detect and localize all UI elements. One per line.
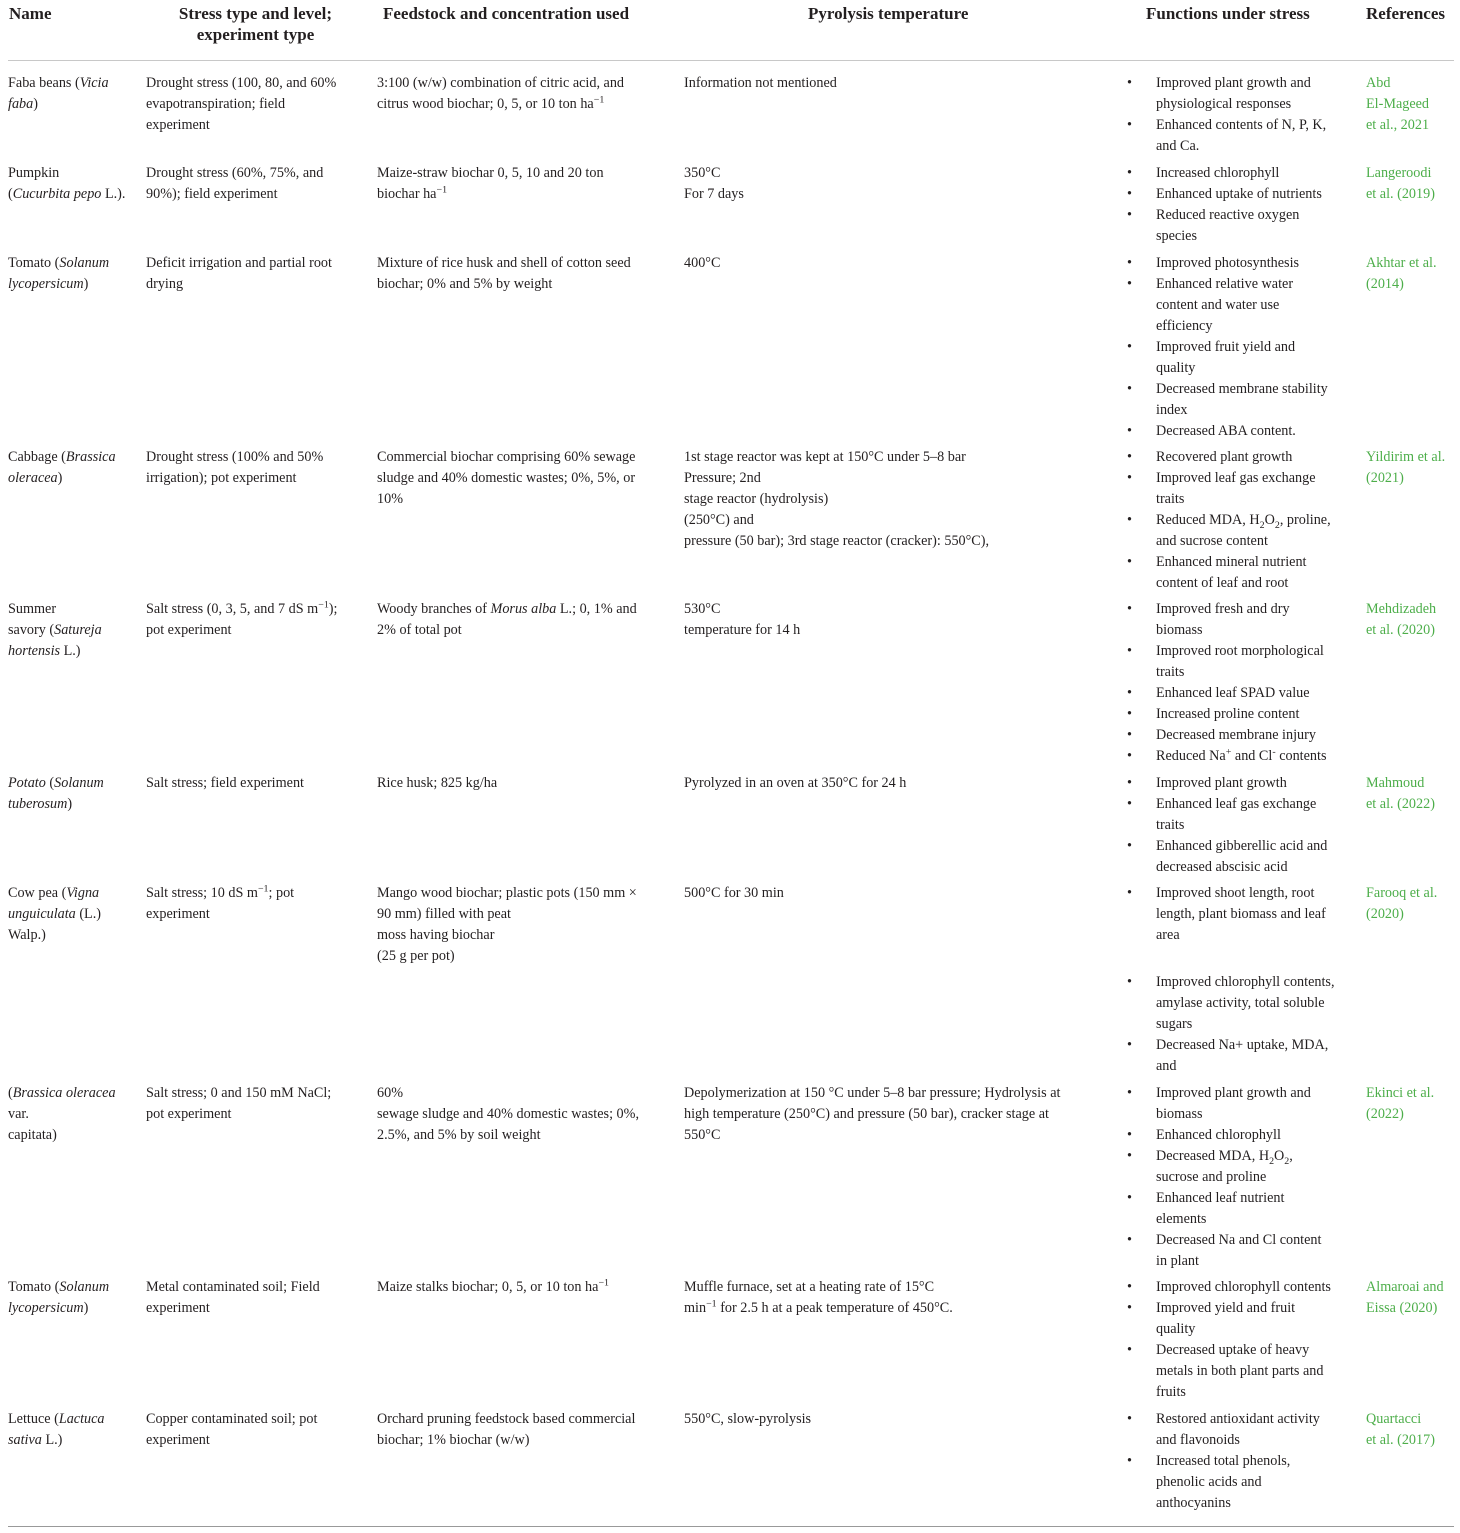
list-item: • Improved shoot length, root length, plant biomass and leaf area — [1127, 885, 1326, 943]
list-item: • Restored antioxidant activity and flavonoids — [1127, 1411, 1320, 1448]
cell-name: Tomato (Solanum lycopersicum) — [8, 1279, 110, 1316]
list-item: • Enhanced leaf gas exchange traits — [1127, 796, 1317, 833]
cell-stress: Copper contaminated soil; pot experiment — [146, 1411, 318, 1448]
list-item: • Reduced MDA, $H_2O_2$, proline, and sucrose content — [1127, 512, 1331, 549]
header-pyrolysis: Pyrolysis temperature — [808, 4, 969, 23]
bullet-icon: • — [1127, 1411, 1132, 1427]
bullet-icon: • — [1127, 1453, 1132, 1469]
list-item: • Recovered plant growth — [1127, 447, 1353, 468]
list-item: • Decreased Na and Cl content in plant — [1127, 1232, 1322, 1269]
cell-feedstock: Mixture of rice husk and shell of cotton seed biochar; 0% and 5% by weight — [377, 255, 631, 292]
cell-functions — [1127, 1083, 1353, 1272]
cell-stress: Deficit irrigation and partial root drying — [146, 255, 332, 292]
cell-functions — [1127, 447, 1353, 594]
cell-reference: Quartacci et al. (2017) — [1366, 1411, 1435, 1448]
cell-reference: Akhtar et al. (2014) — [1366, 255, 1437, 292]
cell-feedstock: Maize-straw biochar 0, 5, 10 and 20 ton biochar $ha^{-1}$ — [377, 165, 604, 202]
cell-pyrolysis: 550°C, slow-pyrolysis — [684, 1411, 812, 1427]
cell-functions — [1127, 73, 1353, 157]
bullet-icon: • — [1127, 1037, 1132, 1053]
bullet-icon: • — [1127, 512, 1132, 528]
cell-feedstock: Maize stalks biochar; 0, 5, or 10 ton $ha^{-1}$ — [377, 1277, 609, 1295]
cell-pyrolysis: Pyrolyzed in an oven at 350°C for 24 h — [684, 775, 907, 791]
cell-reference: Almaroai and Eissa (2020) — [1366, 1279, 1444, 1316]
list-item: • Increased total phenols, phenolic acids and anthocyanins — [1127, 1453, 1291, 1511]
list-item: • Improved fruit yield and quality — [1127, 339, 1296, 376]
bullet-icon: • — [1127, 1190, 1132, 1206]
list-item: • Enhanced chlorophyll — [1127, 1125, 1353, 1146]
list-item: • Increased chlorophyll — [1127, 163, 1353, 184]
bullet-icon: • — [1127, 255, 1132, 271]
cell-stress: Drought stress (60%, 75%, and 90%); field experiment — [146, 165, 324, 202]
bullet-icon: • — [1127, 276, 1132, 292]
cell-pyrolysis: Muffle furnace, set at a heating rate of 15°C $\min^{-1}$ for 2.5 h at a peak temperature of 450°C. — [684, 1279, 953, 1316]
header-references: References — [1366, 4, 1445, 23]
list-item: • Enhanced uptake of nutrients — [1127, 184, 1353, 205]
cell-functions — [1127, 599, 1353, 767]
bullet-icon: • — [1127, 117, 1132, 133]
bullet-icon: • — [1127, 423, 1132, 439]
cell-stress: Salt stress; 10 dS $m^{-1}$; pot experiment — [146, 883, 295, 922]
cell-name: Lettuce (Lactuca sativa L.) — [8, 1411, 105, 1448]
cell-functions — [1127, 163, 1353, 247]
cell-reference: Farooq et al. (2020) — [1366, 885, 1438, 922]
bullet-icon: • — [1127, 1127, 1132, 1143]
bullet-icon: • — [1127, 727, 1132, 743]
bullet-icon: • — [1127, 1279, 1132, 1295]
cell-pyrolysis: 530°C temperature for 14 h — [684, 601, 801, 638]
list-item: • Decreased uptake of heavy metals in both plant parts and fruits — [1127, 1342, 1324, 1400]
bullet-icon: • — [1127, 601, 1132, 617]
list-item: • Improved yield and fruit quality — [1127, 1300, 1296, 1337]
bullet-icon: • — [1127, 470, 1132, 486]
cell-stress: Drought stress (100, 80, and 60% evapotranspiration; field experiment — [146, 75, 337, 133]
cell-pyrolysis: 350°C For 7 days — [684, 165, 744, 202]
bullet-icon: • — [1127, 1148, 1132, 1164]
cell-stress: Metal contaminated soil; Field experiment — [146, 1279, 320, 1316]
list-item: • Increased proline content — [1127, 704, 1353, 725]
list-item: • Improved leaf gas exchange traits — [1127, 470, 1316, 507]
list-item: • Enhanced contents of N, P, K, and Ca. — [1127, 117, 1327, 154]
bullet-icon: • — [1127, 643, 1132, 659]
cell-name: Tomato (Solanum lycopersicum) — [8, 255, 110, 292]
bullet-icon: • — [1127, 685, 1132, 701]
bullet-icon: • — [1127, 775, 1132, 791]
bullet-icon: • — [1127, 796, 1132, 812]
cell-name: Faba beans (Vicia faba) — [8, 75, 109, 112]
cell-functions — [1127, 1277, 1353, 1403]
list-item: • Enhanced relative water content and water use efficiency — [1127, 276, 1294, 334]
bullet-icon: • — [1127, 165, 1132, 181]
cell-reference: Langeroodi et al. (2019) — [1366, 165, 1435, 202]
cell-name: Cow pea (Vigna unguiculata (L.) Walp.) — [8, 885, 101, 943]
cell-pyrolysis: 400°C — [684, 255, 721, 271]
cell-stress: Salt stress; 0 and 150 mM NaCl; pot experiment — [146, 1085, 332, 1122]
cell-pyrolysis: Information not mentioned — [684, 75, 837, 91]
list-item: • Improved chlorophyll contents — [1127, 1277, 1353, 1298]
header-functions: Functions under stress — [1146, 4, 1310, 23]
cell-pyrolysis: 500°C for 30 min — [684, 885, 784, 901]
cell-reference: Mahmoud et al. (2022) — [1366, 775, 1435, 812]
cell-pyrolysis: 1st stage reactor was kept at 150°C under 5–8 bar Pressure; 2nd stage reactor (hydrolysis) (250°C) and pressure (50 bar); 3rd stage reactor (cracker): 550°C), — [684, 449, 990, 549]
bullet-icon: • — [1127, 838, 1132, 854]
cell-name: Potato (Solanum tuberosum) — [8, 775, 104, 812]
cell-functions — [1127, 1409, 1353, 1514]
cell-stress: Drought stress (100% and 50% irrigation); pot experiment — [146, 449, 324, 486]
list-item: • Enhanced mineral nutrient content of leaf and root — [1127, 554, 1307, 591]
bullet-icon: • — [1127, 1342, 1132, 1358]
bullet-icon: • — [1127, 75, 1132, 91]
header-feedstock: Feedstock and concentration used — [383, 4, 630, 23]
cell-reference: Mehdizadeh et al. (2020) — [1366, 601, 1437, 638]
list-item: • Improved plant growth and biomass — [1127, 1085, 1311, 1122]
list-item: • Decreased membrane stability index — [1127, 381, 1328, 418]
header-name: Name — [9, 4, 52, 23]
bullet-icon: • — [1127, 339, 1132, 355]
cell-functions — [1127, 883, 1353, 1077]
cell-feedstock: 60% sewage sludge and 40% domestic wastes; 0%, 2.5%, and 5% by soil weight — [377, 1085, 640, 1143]
cell-feedstock: Rice husk; 825 kg/ha — [377, 775, 498, 791]
list-item: • Decreased membrane injury — [1127, 725, 1353, 746]
list-item: • Decreased ABA content. — [1127, 421, 1353, 442]
list-item: • Improved chlorophyll contents, amylase activity, total soluble sugars — [1127, 974, 1335, 1032]
cell-reference: Yildirim et al. (2021) — [1366, 449, 1446, 486]
list-item: • Improved plant growth and physiological responses — [1127, 75, 1311, 112]
cell-reference: Ekinci et al. (2022) — [1366, 1085, 1435, 1122]
bullet-icon: • — [1127, 706, 1132, 722]
cell-pyrolysis: Depolymerization at 150 °C under 5–8 bar pressure; Hydrolysis at high temperature (250°C) and pressure (50 bar), cracker stage at 550°C — [684, 1085, 1061, 1143]
cell-feedstock: 3:100 (w/w) combination of citric acid, and citrus wood biochar; 0, 5, or 10 ton $ha^{-1}$ — [377, 75, 625, 112]
bullet-icon: • — [1127, 1232, 1132, 1248]
cell-name: Cabbage (Brassica oleracea) — [8, 449, 116, 486]
bullet-icon: • — [1127, 554, 1132, 570]
bullet-icon: • — [1127, 381, 1132, 397]
list-item: • Enhanced leaf SPAD value — [1127, 683, 1353, 704]
bullet-icon: • — [1127, 974, 1132, 990]
list-item: • Reduced reactive oxygen species — [1127, 207, 1300, 244]
cell-reference: Abd El-Mageed et al., 2021 — [1366, 75, 1430, 133]
bullet-icon: • — [1127, 186, 1132, 202]
list-item: • Enhanced gibberellic acid and decreased abscisic acid — [1127, 838, 1328, 875]
list-item: • Improved fresh and dry biomass — [1127, 601, 1290, 638]
cell-feedstock: Orchard pruning feedstock based commercial biochar; 1% biochar (w/w) — [377, 1411, 636, 1448]
list-item: • Enhanced leaf nutrient elements — [1127, 1190, 1285, 1227]
cell-name: (Brassica oleracea var. capitata) — [8, 1085, 116, 1143]
header-stress: Stress type and level; experiment type — [178, 4, 333, 44]
list-item: • Decreased Na+ uptake, MDA, and — [1127, 1037, 1329, 1074]
list-item: • Improved photosynthesis — [1127, 253, 1353, 274]
cell-feedstock: Commercial biochar comprising 60% sewage sludge and 40% domestic wastes; 0%, 5%, or 10% — [377, 449, 636, 507]
cell-feedstock: Mango wood biochar; plastic pots (150 mm × 90 mm) filled with peat moss having biochar (25 g per pot) — [377, 885, 637, 964]
bullet-icon: • — [1127, 449, 1132, 465]
cell-feedstock: Woody branches of Morus alba L.; 0, 1% and 2% of total pot — [377, 601, 637, 638]
list-item: • Improved root morphological traits — [1127, 643, 1324, 680]
list-item: • Improved plant growth — [1127, 773, 1353, 794]
header-rule — [8, 60, 1454, 61]
cell-name: Pumpkin (Cucurbita pepo L.). — [8, 165, 126, 202]
bottom-rule — [8, 1526, 1454, 1527]
cell-functions — [1127, 253, 1353, 442]
bullet-icon: • — [1127, 1300, 1132, 1316]
cell-functions — [1127, 773, 1353, 878]
bullet-icon: • — [1127, 885, 1132, 901]
cell-name: Summer savory (Satureja hortensis L.) — [8, 601, 102, 659]
cell-stress: Salt stress (0, 3, 5, and 7 dS $m^{-1}$); pot experiment — [146, 599, 338, 638]
bullet-icon: • — [1127, 207, 1132, 223]
list-item: • Reduced Na+ and Cl- contents — [1127, 746, 1353, 767]
bullet-icon: • — [1127, 1085, 1132, 1101]
cell-stress: Salt stress; field experiment — [146, 775, 304, 791]
list-item: • Decreased MDA, $H_2O_2$, sucrose and proline — [1127, 1148, 1293, 1185]
bullet-icon: • — [1127, 748, 1132, 764]
